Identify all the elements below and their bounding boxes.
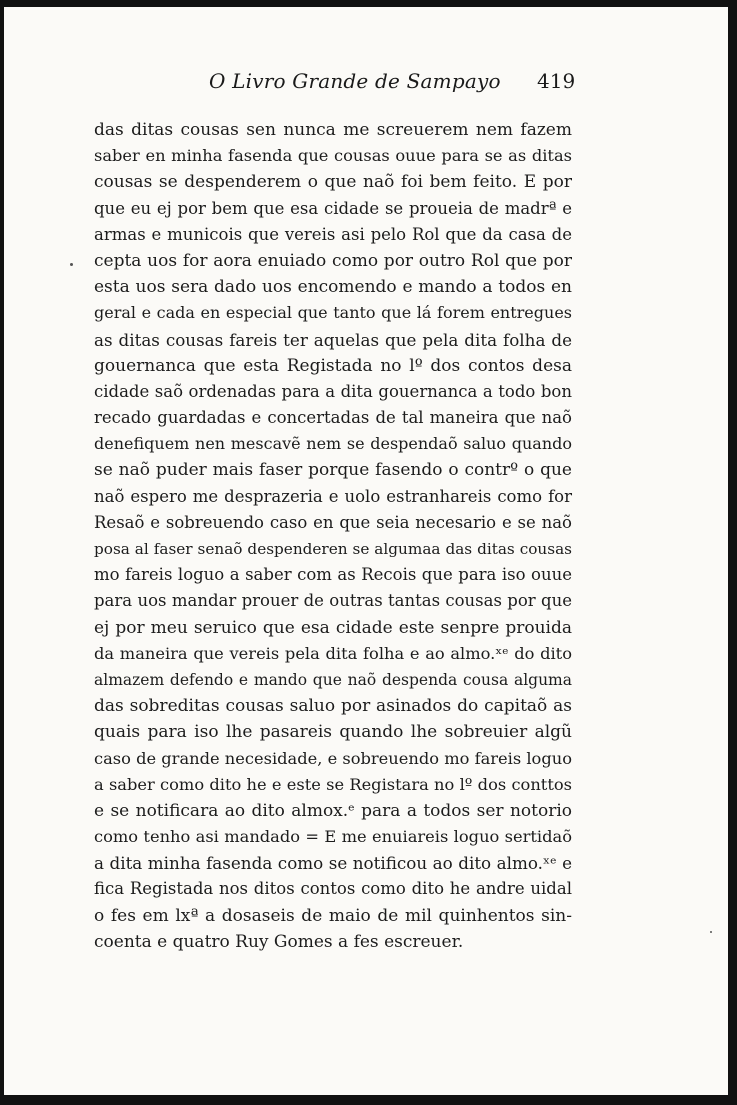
text-line: o fes em lxª a dosaseis de maio de mil quinhentos sin- [94, 905, 572, 926]
text-line: recado guardadas e concertadas de tal maneira que naõ [94, 408, 572, 428]
text-line: Resaõ e sobreuendo caso en que seia necesario e se naõ [94, 512, 572, 532]
text-line: para uos mandar prouer de outras tantas cousas por que [94, 591, 572, 611]
text-line: cousas se despenderem o que naõ foi bem feito. E por [94, 172, 572, 193]
text-line: fica Registada nos ditos contos como dito he andre uidal [94, 879, 572, 899]
text-line: ej por meu seruico que esa cidade este senpre prouida [94, 617, 572, 638]
text-line: das sobreditas cousas saluo por asinados do capitaõ as [94, 696, 572, 717]
text-line: armas e municois que vereis asi pelo Rol que da casa de [94, 224, 572, 244]
text-line: cepta uos for aora enuiado como por outro Rol que por [94, 250, 572, 271]
text-line: se naõ puder mais faser porque fasendo o contrº o que [94, 460, 572, 481]
page-header [4, 69, 737, 97]
text-line: e se notificara ao dito almox.ᵉ para a todos ser notorio [94, 800, 572, 821]
text-line: como tenho asi mandado = E me enuiareis loguo sertidaõ [94, 827, 572, 847]
text-line: naõ espero me desprazeria e uolo estranhareis como for [94, 486, 572, 506]
text-line: coenta e quatro Ruy Gomes a fes escreuer. [94, 931, 464, 952]
text-line: das ditas cousas sen nunca me screuerem nem fazem [94, 120, 572, 140]
page-number: 419 [537, 69, 576, 93]
text-line: caso de grande necesidade, e sobreuendo mo fareis loguo [94, 748, 572, 768]
text-line: a saber como dito he e este se Registara no lº dos conttos [94, 774, 572, 794]
text-line: da maneira que vereis pela dita folha e ao almo.ˣᵉ do dito [94, 643, 572, 663]
text-line: saber en minha fasenda que cousas ouue para se as ditas [94, 146, 572, 166]
speck-mark [710, 931, 712, 933]
text-line: a dita minha fasenda como se notificou ao dito almo.ˣᵉ e [94, 853, 572, 874]
text-line: almazem defendo e mando que naõ despenda cousa alguma [94, 670, 572, 689]
text-line: que eu ej por bem que esa cidade se proueia de madrª e [94, 198, 572, 218]
body-text [94, 117, 572, 955]
speck-mark [70, 263, 73, 266]
text-line: cidade saõ ordenadas para a dita gouernanca a todo bon [94, 381, 572, 401]
text-line: gouernanca que esta Registada no lº dos contos desa [94, 355, 572, 376]
text-line: posa al faser senaõ despenderen se algumaa das ditas cousas [94, 540, 572, 558]
text-line: quais para iso lhe pasareis quando lhe sobreuier algũ [94, 722, 572, 743]
text-line: esta uos sera dado uos encomendo e mando a todos en [94, 277, 572, 298]
running-title: O Livro Grande de Sampayo [209, 69, 501, 93]
text-line: mo fareis loguo a saber com as Recois que para iso ouue [94, 565, 572, 585]
text-line: as ditas cousas fareis ter aquelas que pela dita folha de [94, 329, 572, 350]
text-line: denefiquem nen mescavẽ nem se despendaõ saluo quando [94, 434, 572, 454]
text-line: geral e cada en especial que tanto que lá forem entregues [94, 303, 572, 323]
